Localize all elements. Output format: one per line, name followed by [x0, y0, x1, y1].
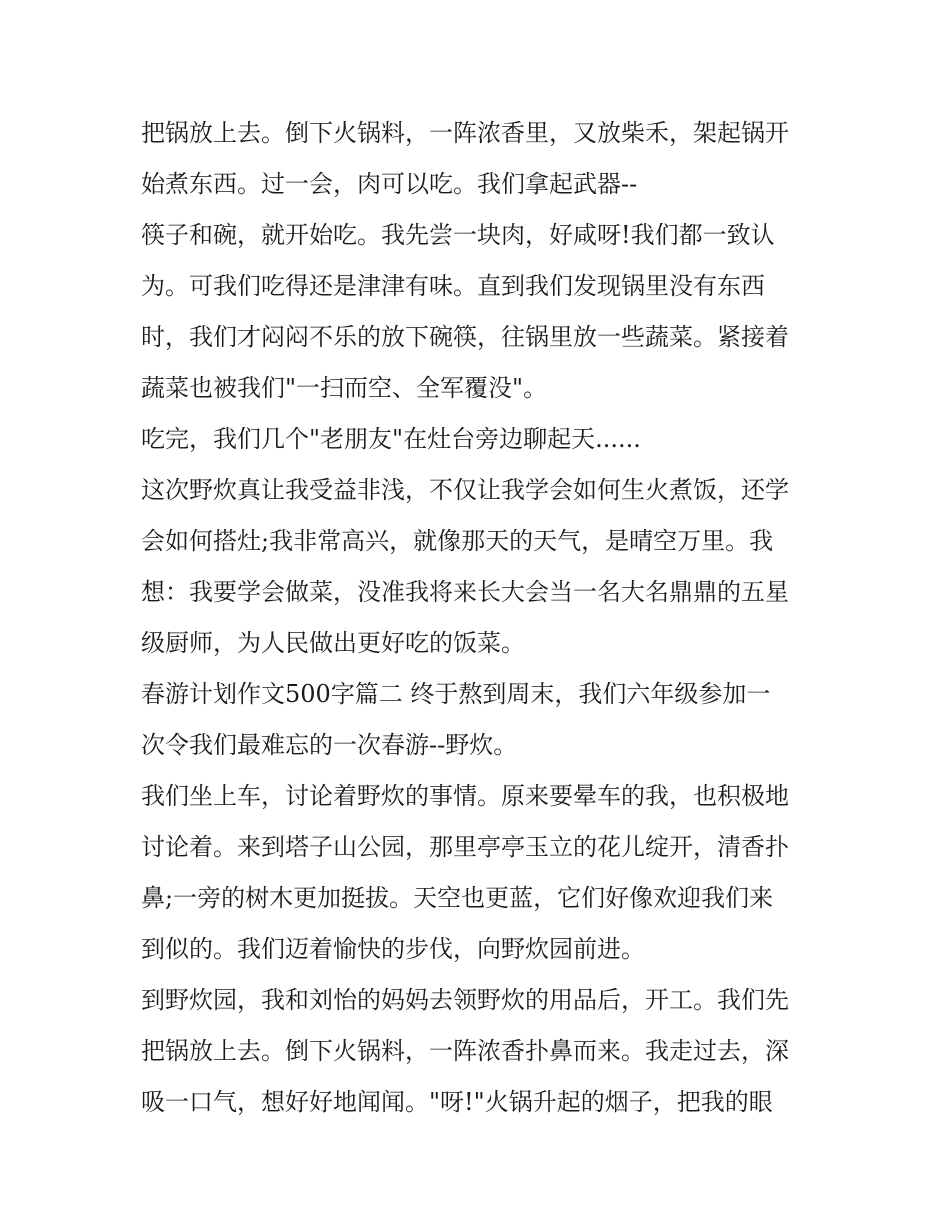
text-line: 春游计划作文500字篇二 终于熬到周末，我们六年级参加一 — [141, 680, 771, 708]
text-line: 时，我们才闷闷不乐的放下碗筷，往锅里放一些蔬菜。紧接着 — [141, 323, 789, 351]
text-line: 为。可我们吃得还是津津有味。直到我们发现锅里没有东西 — [141, 272, 765, 300]
text-line: 把锅放上去。倒下火锅料，一阵浓香里，又放柴禾，架起锅开 — [141, 119, 789, 147]
text-line: 到野炊园，我和刘怡的妈妈去领野炊的用品后，开工。我们先 — [141, 986, 789, 1014]
text-line: 吸一口气，想好好地闻闻。"呀!"火锅升起的烟子，把我的眼 — [141, 1088, 773, 1116]
text-line: 把锅放上去。倒下火锅料，一阵浓香扑鼻而来。我走过去，深 — [141, 1037, 789, 1065]
text-line: 这次野炊真让我受益非浅，不仅让我学会如何生火煮饭，还学 — [141, 476, 789, 504]
text-line: 筷子和碗，就开始吃。我先尝一块肉，好咸呀!我们都一致认 — [141, 221, 775, 249]
text-line: 讨论着。来到塔子山公园，那里亭亭玉立的花儿绽开，清香扑 — [141, 833, 789, 861]
text-line: 到似的。我们迈着愉快的步伐，向野炊园前进。 — [141, 935, 645, 963]
text-line: 我们坐上车，讨论着野炊的事情。原来要晕车的我，也积极地 — [141, 782, 789, 810]
text-line: 级厨师，为人民做出更好吃的饭菜。 — [141, 629, 525, 657]
text-line: 会如何搭灶;我非常高兴，就像那天的天气，是晴空万里。我 — [141, 527, 774, 555]
text-line: 次令我们最难忘的一次春游--野炊。 — [141, 731, 518, 759]
text-line: 想：我要学会做菜，没准我将来长大会当一名大名鼎鼎的五星 — [141, 578, 789, 606]
text-line: 鼻;一旁的树木更加挺拔。天空也更蓝，它们好像欢迎我们来 — [141, 884, 774, 912]
text-line: 蔬菜也被我们"一扫而空、全军覆没"。 — [141, 374, 548, 402]
text-line: 始煮东西。过一会，肉可以吃。我们拿起武器-- — [141, 170, 638, 198]
text-line: 吃完，我们几个"老朋友"在灶台旁边聊起天...... — [141, 425, 641, 453]
document-body — [141, 108, 821, 1128]
